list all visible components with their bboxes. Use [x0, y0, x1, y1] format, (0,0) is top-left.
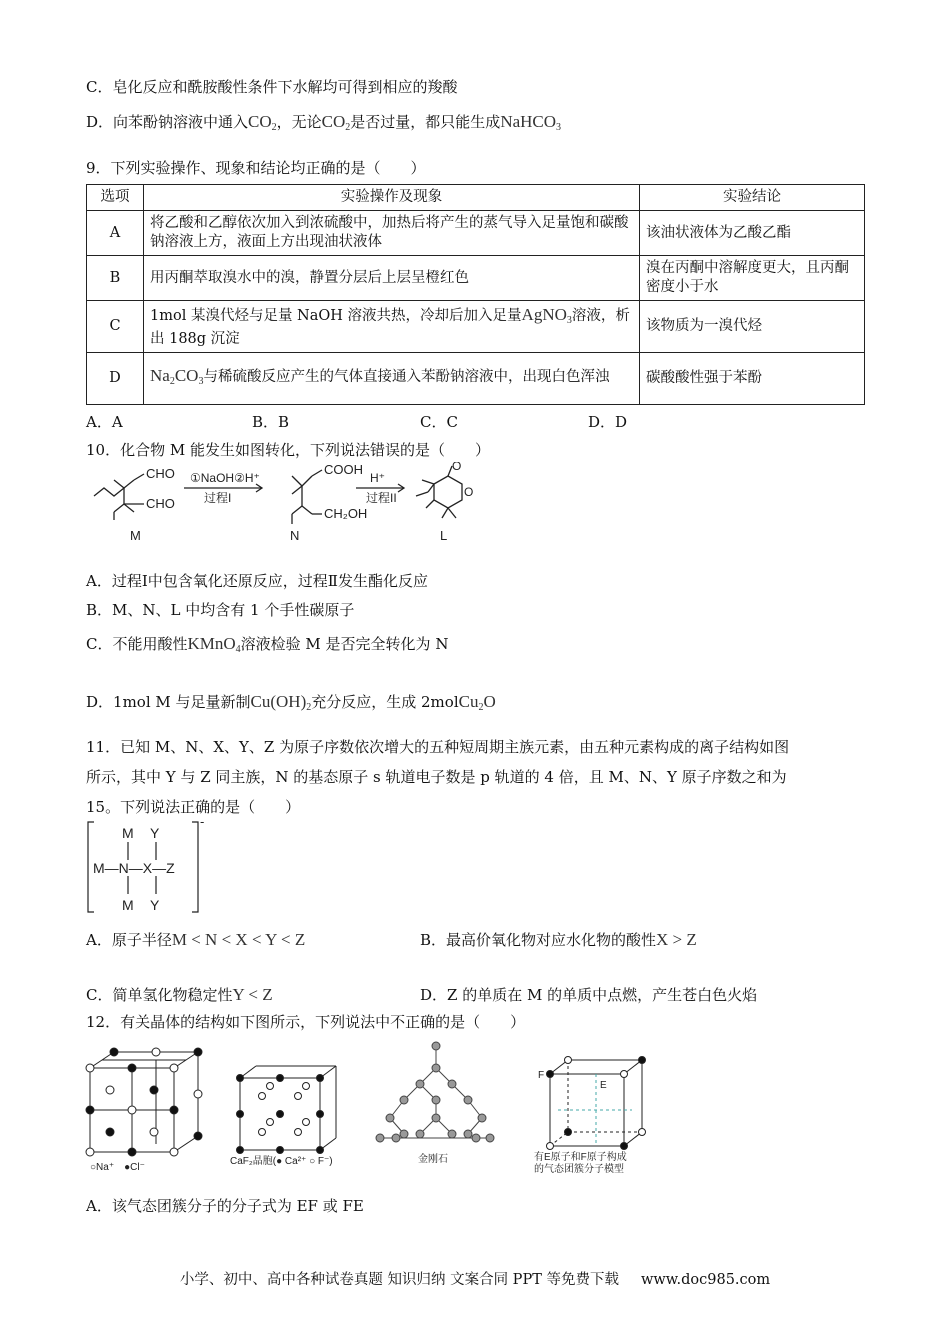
row-operation: 将乙酸和乙醇依次加入到浓硫酸中，加热后将产生的蒸气导入足量饱和碳酸钠溶液上方，液面上方出现油状液体: [144, 211, 640, 256]
cho-label: CHO: [146, 466, 175, 481]
nacl-lattice: [90, 1052, 198, 1152]
ion-main-chain: M—N—X—Z: [93, 860, 175, 876]
row-label: B: [87, 256, 144, 301]
ion-charge: -: [200, 818, 205, 829]
atom-label-e: E: [600, 1080, 607, 1091]
step1-reagents: ①NaOH②H⁺: [190, 471, 260, 485]
q11-option-a: A．原子半径M < N < X < Y < Z: [86, 930, 306, 949]
column-header: 实验操作及现象: [144, 185, 640, 211]
q11-option-d: D．Z 的单质在 M 的单质中点燃，产生苍白色火焰: [420, 986, 758, 1004]
compound-n-label: N: [290, 528, 300, 543]
step2-label: 过程II: [366, 491, 397, 505]
nacl-legend: ○Na⁺ ●Cl⁻: [90, 1162, 145, 1173]
q9-option-c: C．C: [420, 413, 458, 431]
q12-option-a: A．该气态团簇分子的分子式为 EF 或 FE: [86, 1197, 364, 1215]
table-row: [87, 256, 865, 301]
q8-option-d-text3: 是否过量，都只能生成: [350, 113, 501, 131]
cho-label: CHO: [146, 496, 175, 511]
compound-m-label: M: [130, 528, 141, 543]
atom-label-f: F: [538, 1070, 545, 1081]
atom-m-bottom: M: [122, 897, 134, 913]
q11-ion-structure: [86, 818, 216, 918]
q11-stem-line2: 所示，其中 Y 与 Z 同主族，N 的基态原子 s 轨道电子数是 p 轨道的 4 倍，且 M、N、Y 原子序数之和为: [86, 768, 787, 786]
q8-option-d: [86, 112, 561, 138]
co2-formula: $CO_2$: [321, 112, 351, 133]
ef-legend-line2: 的气态团簇分子模型: [534, 1164, 624, 1175]
row-conclusion: 碳酸酸性强于苯酚: [640, 353, 865, 405]
co2-formula: $CO_2$: [248, 112, 277, 133]
row-operation: 1mol 某溴代烃与足量 NaOH 溶液共热，冷却后加入足量AgNO$_3$溶液，析出 188g 沉淀: [144, 301, 640, 353]
kmno4-formula: KMnO$_4$: [187, 634, 241, 655]
q8-option-c: C．皂化反应和酰胺酸性条件下水解均可得到相应的羧酸: [86, 78, 458, 96]
row-label: A: [87, 211, 144, 256]
ch2oh-label: CH₂OH: [324, 506, 368, 521]
ring-oxygen: O: [464, 485, 474, 499]
q10-option-c: C．不能用酸性KMnO$_4$溶液检验 M 是否完全转化为 N: [86, 634, 449, 655]
row-label: C: [87, 301, 144, 353]
ef-legend-line1: 有E原子和F原子构成: [534, 1152, 627, 1163]
table-row: [87, 211, 865, 256]
q11-stem-line3: 15。下列说法正确的是（ ）: [86, 798, 301, 816]
column-header: 选项: [87, 185, 144, 211]
compound-l-label: L: [440, 528, 448, 543]
row-conclusion: 该油状液体为乙酸乙酯: [640, 211, 865, 256]
q10-stem: 10．化合物 M 能发生如图转化，下列说法错误的是（ ）: [86, 441, 490, 459]
q8-option-d-text: D．向苯酚钠溶液中通入: [86, 113, 249, 131]
q9-option-a: A．A: [86, 413, 123, 431]
step1-label: 过程I: [204, 491, 232, 505]
q9-stem: 9．下列实验操作、现象和结论均正确的是（ ）: [86, 159, 426, 177]
ef-cluster: [550, 1060, 642, 1146]
row-label: D: [87, 353, 144, 405]
footer-url[interactable]: www.doc985.com: [640, 1272, 771, 1288]
row-operation: 用丙酮萃取溴水中的溴，静置分层后上层呈橙红色: [144, 256, 640, 301]
q10-option-a: A．过程Ⅰ中包含氧化还原反应，过程Ⅱ发生酯化反应: [86, 572, 428, 590]
q12-stem: 12．有关晶体的结构如下图所示，下列说法中不正确的是（ ）: [86, 1013, 526, 1031]
q11-option-c: C．简单氢化物稳定性Y < Z: [86, 985, 273, 1004]
carbonyl-oxygen: O: [452, 462, 462, 473]
q10-reaction-scheme: [86, 462, 486, 546]
footer-text: 小学、初中、高中各种试卷真题 知识归纳 文案合同 PPT 等免费下载: [179, 1272, 619, 1288]
nacl-ions: [86, 1048, 202, 1156]
atom-m-top: M: [122, 825, 134, 841]
page-footer: [0, 1268, 950, 1289]
cu2o-formula: $Cu_2O$: [458, 692, 496, 713]
row-operation: $Na_2CO_3$与稀硫酸反应产生的气体直接通入苯酚钠溶液中，出现白色浑浊: [144, 353, 640, 405]
step2-reagents: H⁺: [370, 471, 385, 485]
atom-y-bottom: Y: [150, 897, 160, 913]
row-conclusion: 溴在丙酮中溶解度更大，且丙酮密度小于水: [640, 256, 865, 301]
diamond-legend: 金刚石: [418, 1154, 448, 1165]
column-header: 实验结论: [640, 185, 865, 211]
q11-option-b: B．最高价氧化物对应水化物的酸性X > Z: [420, 930, 697, 949]
agno3-formula: AgNO$_3$: [521, 304, 572, 326]
table-row: [87, 353, 865, 405]
atom-y-top: Y: [150, 825, 160, 841]
caf2-legend: CaF₂晶胞(● Ca²⁺ ○ F⁻): [230, 1156, 333, 1167]
row-conclusion: 该物质为一溴代烃: [640, 301, 865, 353]
q9-option-b: B．B: [252, 413, 290, 431]
na2co3-formula: $Na_2CO_3$: [150, 366, 204, 387]
q10-option-b: B．M、N、L 中均含有 1 个手性碳原子: [86, 601, 355, 619]
q9-table: [86, 184, 865, 405]
table-header-row: [87, 185, 865, 211]
cuoh2-formula: $Cu(OH)_2$: [250, 692, 312, 713]
radius-order: M < N < X < Y < Z: [171, 930, 306, 949]
q12-crystal-figures: [80, 1038, 660, 1178]
stability-order: Y < Z: [232, 985, 273, 1004]
caf2-ions: [237, 1075, 324, 1154]
q10-option-d: D．1mol M 与足量新制$Cu(OH)_2$充分反应，生成 2molCu$_2$O: [86, 692, 496, 713]
nahco3-formula: NaHCO$_3$: [500, 112, 562, 133]
cooh-label: COOH: [324, 462, 363, 477]
q8-option-d-text2: ，无论: [276, 113, 322, 131]
diamond-structure: [376, 1042, 494, 1142]
q11-stem-line1: 11．已知 M、N、X、Y、Z 为原子序数依次增大的五种短周期主族元素，由五种元素构成的离子结构如图: [86, 738, 790, 756]
acidity-order: X > Z: [656, 930, 697, 949]
q9-option-d: D．D: [588, 413, 628, 431]
table-row: [87, 301, 865, 353]
